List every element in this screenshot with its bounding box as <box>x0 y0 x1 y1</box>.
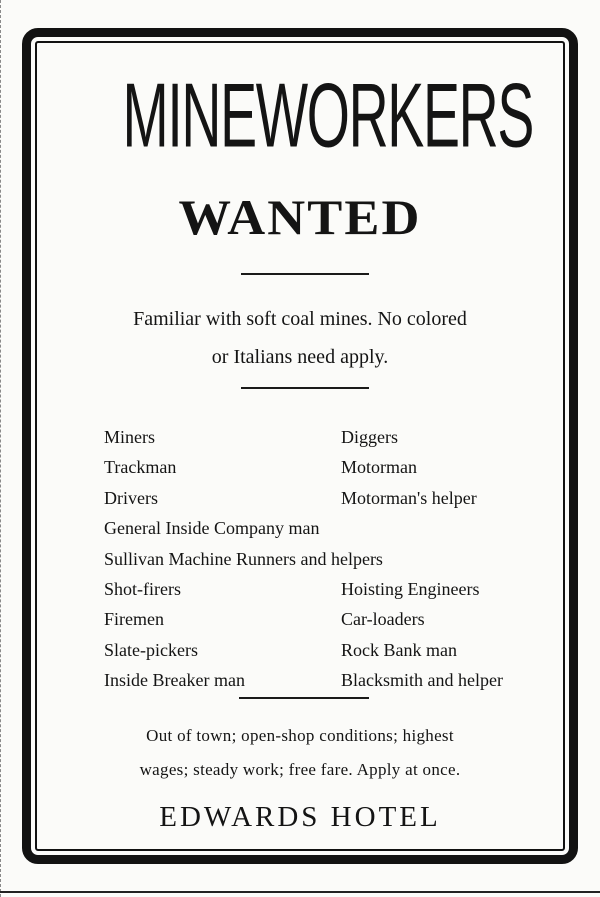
subheadline: WANTED <box>178 189 422 245</box>
role-right: Motorman's helper <box>341 487 477 508</box>
divider <box>241 273 369 275</box>
headline: MINEWORKERS <box>122 64 534 166</box>
role-left: Shot-firers <box>104 578 181 599</box>
role-left: Inside Breaker man <box>104 670 245 691</box>
terms-line: wages; steady work; free fare. Apply at once. <box>139 760 461 779</box>
divider <box>241 387 369 389</box>
role-right: Blacksmith and helper <box>341 670 503 691</box>
divider <box>239 697 369 699</box>
role-right: Hoisting Engineers <box>341 578 480 599</box>
role-right: Diggers <box>341 427 398 447</box>
terms-line: Out of town; open-shop conditions; highest <box>146 726 454 745</box>
role-left: Slate-pickers <box>104 639 198 660</box>
role-right: Motorman <box>341 457 417 478</box>
role-left: Trackman <box>104 457 177 478</box>
advertisement-border <box>22 28 578 864</box>
role-left: Miners <box>104 427 155 447</box>
role-left: Sullivan Machine Runners and helpers <box>104 548 383 569</box>
advertisement <box>31 37 569 855</box>
role-right: Car-loaders <box>341 609 425 630</box>
intro-text <box>51 300 549 376</box>
role-left: Firemen <box>104 609 164 630</box>
role-left: Drivers <box>104 487 158 508</box>
intro-line: Familiar with soft coal mines. No colored <box>133 308 467 330</box>
hotel-name: EDWARDS HOTEL <box>159 801 441 833</box>
column-rule <box>0 0 7 897</box>
column-rule-bottom <box>0 891 600 893</box>
intro-line: or Italians need apply. <box>211 346 389 368</box>
role-left: General Inside Company man <box>104 518 320 539</box>
terms-text <box>61 719 539 787</box>
role-right: Rock Bank man <box>341 639 457 660</box>
